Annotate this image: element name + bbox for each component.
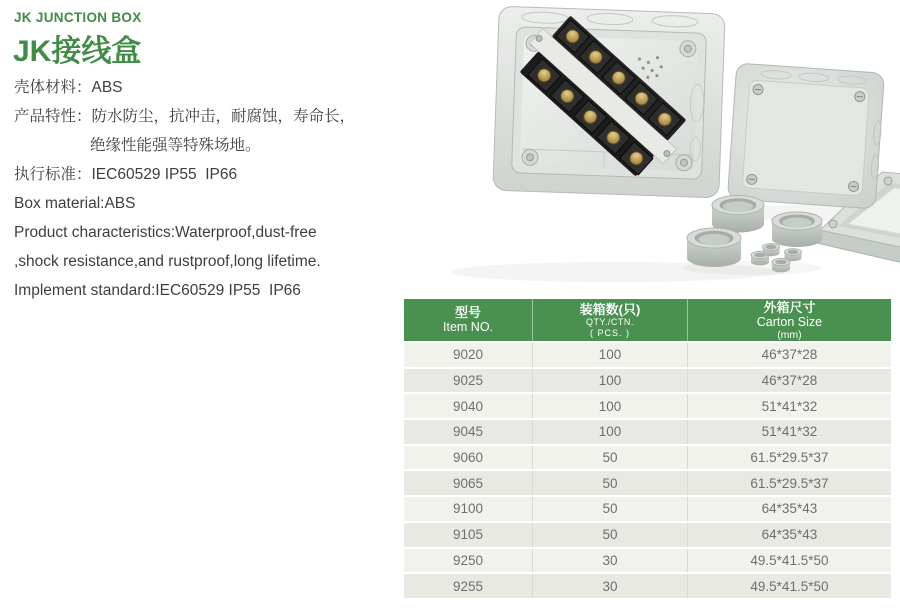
description-line: 壳体材料：ABS	[14, 79, 123, 96]
cell-carton-size: 64*35*43	[688, 523, 891, 547]
page-title-zh: JK接线盒	[13, 35, 142, 68]
description-line: 执行标准：IEC60529 IP55 IP66	[14, 166, 238, 183]
table-body	[404, 343, 891, 598]
cell-qty: 50	[533, 523, 688, 547]
table-row	[404, 394, 891, 418]
cell-qty: 50	[533, 471, 688, 495]
description-line: Implement standard:IEC60529 IP55 IP66	[14, 282, 301, 299]
product-photo-illustration	[400, 0, 900, 300]
cell-item-no: 9105	[404, 523, 533, 547]
cell-carton-size: 64*35*43	[688, 497, 891, 521]
cell-carton-size: 49.5*41.5*50	[688, 549, 891, 573]
table-row	[404, 523, 891, 547]
cell-item-no: 9060	[404, 446, 533, 470]
description-line: 产品特性：防水防尘，抗冲击，耐腐蚀，寿命长，	[14, 108, 356, 125]
cell-item-no: 9020	[404, 343, 533, 367]
cell-item-no: 9065	[404, 471, 533, 495]
cell-item-no: 9255	[404, 574, 533, 598]
table-row	[404, 343, 891, 367]
description-line: ,shock resistance,and rustproof,long lifetime.	[14, 253, 321, 270]
table-row	[404, 497, 891, 521]
cell-item-no: 9025	[404, 369, 533, 393]
column-header-zh: 装箱数(只)	[579, 301, 641, 317]
cell-carton-size: 51*41*32	[688, 394, 891, 418]
table-row	[404, 420, 891, 444]
table-row	[404, 471, 891, 495]
column-header-sub: ( PCS. )	[589, 327, 630, 338]
product-description	[14, 73, 406, 305]
cell-qty: 30	[533, 574, 688, 598]
column-header-qty	[533, 299, 688, 341]
cell-qty: 100	[533, 420, 688, 444]
cell-item-no: 9040	[404, 394, 533, 418]
table-row	[404, 549, 891, 573]
column-header-en: QTY./CTN.	[586, 316, 634, 327]
table-header	[404, 299, 891, 341]
column-header-carton-size	[688, 299, 891, 341]
table-row	[404, 369, 891, 393]
cell-qty: 50	[533, 497, 688, 521]
column-header-en: Carton Size	[756, 314, 823, 329]
cell-qty: 100	[533, 369, 688, 393]
cell-carton-size: 61.5*29.5*37	[688, 471, 891, 495]
column-header-zh: 外箱尺寸	[763, 299, 816, 315]
page-title-en: JK JUNCTION BOX	[14, 10, 142, 25]
cell-qty: 50	[533, 446, 688, 470]
column-header-zh: 型号	[455, 305, 482, 320]
cell-carton-size: 46*37*28	[688, 369, 891, 393]
cell-carton-size: 49.5*41.5*50	[688, 574, 891, 598]
spec-table	[404, 299, 891, 600]
cell-carton-size: 61.5*29.5*37	[688, 446, 891, 470]
closed-junction-box-illustration	[727, 63, 885, 209]
description-line: Product characteristics:Waterproof,dust-free	[14, 224, 317, 241]
cell-item-no: 9045	[404, 420, 533, 444]
cell-qty: 100	[533, 394, 688, 418]
cell-carton-size: 46*37*28	[688, 343, 891, 367]
description-line: Box material:ABS	[14, 195, 136, 212]
table-row	[404, 446, 891, 470]
column-header-sub: (mm)	[777, 328, 802, 341]
cell-item-no: 9100	[404, 497, 533, 521]
cell-qty: 30	[533, 549, 688, 573]
column-header-en: Item NO.	[443, 320, 494, 334]
description-line: 绝缘性能强等特殊场地。	[90, 137, 261, 154]
cell-qty: 100	[533, 343, 688, 367]
column-header-item-no	[404, 299, 533, 341]
cell-item-no: 9250	[404, 549, 533, 573]
cell-carton-size: 51*41*32	[688, 420, 891, 444]
table-row	[404, 574, 891, 598]
product-photo	[400, 0, 900, 300]
